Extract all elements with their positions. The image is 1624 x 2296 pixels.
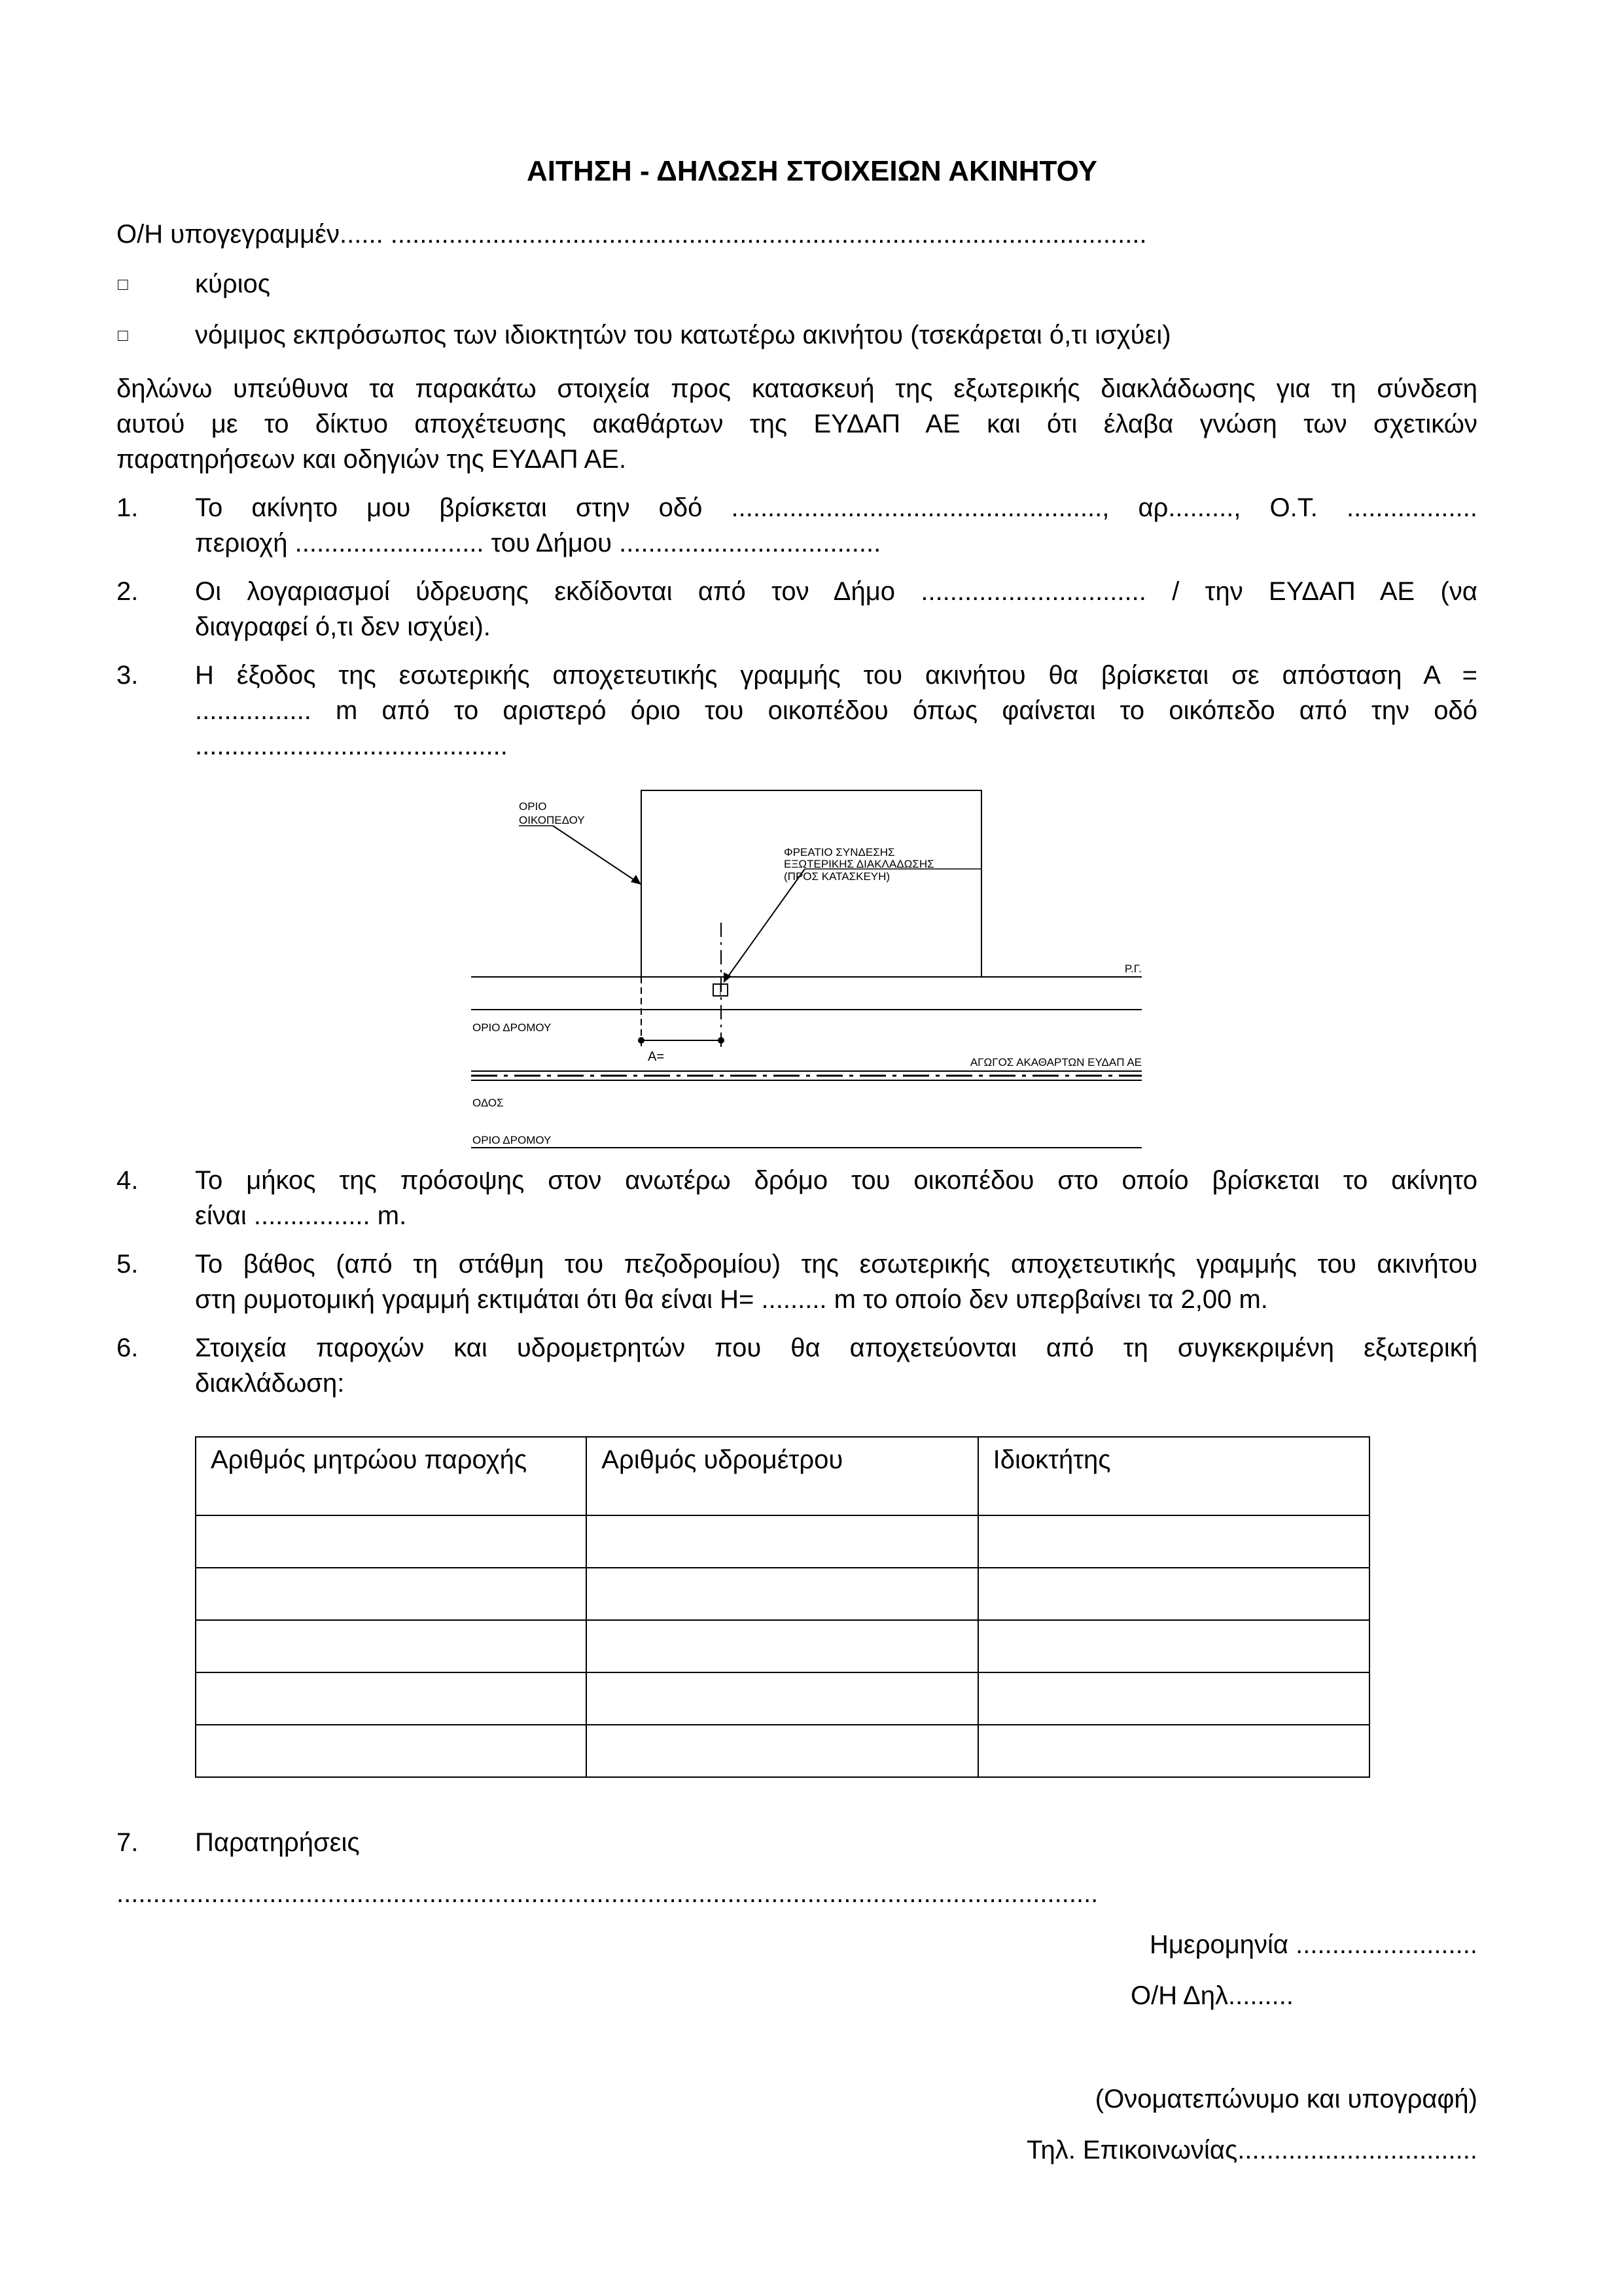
plot-limit-label-1: ΟΡΙΟ xyxy=(519,800,547,813)
road-limit-top-label: ΟΡΙΟ ΔΡΟΜΟΥ xyxy=(472,1021,552,1034)
table-cell[interactable] xyxy=(196,1568,586,1620)
distance-a-label: Α= xyxy=(648,1050,665,1064)
header-registry-number: Αριθμός μητρώου παροχής xyxy=(196,1437,586,1515)
header-owner: Ιδιοκτήτης xyxy=(978,1437,1369,1515)
table-cell[interactable] xyxy=(586,1620,978,1672)
item-4-line-1: Το μήκος της πρόσοψης στον ανωτέρω δρόμο του οικοπέδου στο οποίο βρίσκεται το ακίνητο xyxy=(195,1166,1477,1195)
phone-line[interactable]: Τηλ. Επικοινωνίας................................. xyxy=(1026,2136,1477,2164)
item-5-line-2: στη ρυμοτομική γραμμή εκτιμάται ότι θα είναι Η= ......... m το οποίο δεν υπερβαίνει τα 2,00 m. xyxy=(195,1285,1268,1314)
signed-line: Ο/Η υπογεγραμμέν...... ........................................................................................................ xyxy=(116,220,1147,249)
item-1-line-2: περιοχή .......................... του Δήμου .................................... xyxy=(195,529,881,557)
item-number: 4. xyxy=(116,1166,139,1195)
table-cell[interactable] xyxy=(978,1568,1369,1620)
item-4-line-2: είναι ................ m. xyxy=(195,1201,407,1230)
item-3-line-1: Η έξοδος της εσωτερικής αποχετευτικής γραμμής του ακινήτου θα βρίσκεται σε απόσταση Α = xyxy=(195,661,1477,690)
item-5-line-1: Το βάθος (από τη στάθμη του πεζοδρομίου) της εσωτερικής αποχετευτικής γραμμής του ακινήτου xyxy=(195,1250,1477,1279)
table-cell[interactable] xyxy=(978,1515,1369,1568)
table-cell[interactable] xyxy=(196,1672,586,1725)
item-number: 1. xyxy=(116,493,139,522)
remarks-field[interactable]: ....................................................................................................................................... xyxy=(116,1879,1099,1908)
table-cell[interactable] xyxy=(586,1515,978,1568)
road-label: ΟΔΟΣ xyxy=(472,1097,504,1109)
plot-limit-label-2: ΟΙΚΟΠΕΔΟΥ xyxy=(519,814,585,826)
sewer-label: ΑΓΩΓΟΣ ΑΚΑΘΑΡΤΩΝ ΕΥΔΑΠ ΑΕ xyxy=(970,1056,1142,1069)
table-cell[interactable] xyxy=(978,1725,1369,1777)
item-6-line-1: Στοιχεία παροχών και υδρομετρητών που θα αποχετεύονται από τη συγκεκριμένη εξωτερική xyxy=(195,1333,1477,1362)
table-cell[interactable] xyxy=(196,1515,586,1568)
item-3-line-2: ................ m από το αριστερό όριο του οικοπέδου όπως φαίνεται το οικόπεδο από την οδό xyxy=(195,696,1477,725)
declaration-line-3: παρατηρήσεων και οδηγιών της ΕΥΔΑΠ ΑΕ. xyxy=(116,445,627,474)
table-row xyxy=(196,1620,1369,1672)
item-2-line-1: Οι λογαριασμοί ύδρευσης εκδίδονται από τον Δήμο ............................... / την ΕΥΔΑΠ ΑΕ (να xyxy=(195,577,1477,606)
plot-diagram xyxy=(458,772,1152,1152)
table-cell[interactable] xyxy=(196,1725,586,1777)
option-representative-label: νόμιμος εκπρόσωπος των ιδιοκτητών του κατωτέρω ακινήτου (τσεκάρεται ό,τι ισχύει) xyxy=(195,321,1171,349)
table-row xyxy=(196,1672,1369,1725)
item-6-line-2: διακλάδωση: xyxy=(195,1369,345,1398)
declaration-line-2: αυτού με το δίκτυο αποχέτευσης ακαθάρτων της ΕΥΔΑΠ ΑΕ και ότι έλαβα γνώση των σχετικών xyxy=(116,410,1477,438)
item-number: 6. xyxy=(116,1333,139,1362)
checkbox-representative[interactable]: □ xyxy=(118,325,128,345)
checkbox-owner[interactable]: □ xyxy=(118,274,128,294)
option-owner-label: κύριος xyxy=(195,270,271,298)
signature-note: (Ονοματεπώνυμο και υπογραφή) xyxy=(1095,2085,1477,2113)
building-line-label: Ρ.Γ. xyxy=(1124,963,1142,975)
table-row xyxy=(196,1725,1369,1777)
date-line[interactable]: Ημερομηνία ......................... xyxy=(1149,1930,1477,1959)
table-cell[interactable] xyxy=(586,1672,978,1725)
manhole-label-1: ΦΡΕΑΤΙΟ ΣΥΝΔΕΣΗΣ xyxy=(784,846,895,858)
declarant-line[interactable]: Ο/Η Δηλ......... xyxy=(1131,1981,1294,2010)
road-limit-bottom-label: ΟΡΙΟ ΔΡΟΜΟΥ xyxy=(472,1134,552,1146)
table-cell[interactable] xyxy=(978,1620,1369,1672)
item-2-line-2: διαγραφεί ό,τι δεν ισχύει). xyxy=(195,612,491,641)
table-cell[interactable] xyxy=(586,1725,978,1777)
manhole-label-2: ΕΞΩΤΕΡΙΚΗΣ ΔΙΑΚΛΑΔΩΣΗΣ xyxy=(784,858,934,870)
table-header-row xyxy=(196,1437,1369,1515)
item-3-line-3: ........................................... xyxy=(195,732,508,760)
manhole-label-3: (ΠΡΟΣ ΚΑΤΑΣΚΕΥΗ) xyxy=(784,870,891,883)
building-outline xyxy=(641,790,981,977)
item-7-label: Παρατηρήσεις xyxy=(195,1828,360,1857)
table-cell[interactable] xyxy=(586,1568,978,1620)
header-meter-number: Αριθμός υδρομέτρου xyxy=(586,1437,978,1515)
table-row xyxy=(196,1515,1369,1568)
item-number: 7. xyxy=(116,1828,139,1857)
table-cell[interactable] xyxy=(978,1672,1369,1725)
item-number: 3. xyxy=(116,661,139,690)
table-cell[interactable] xyxy=(196,1620,586,1672)
meters-table xyxy=(195,1436,1370,1778)
item-number: 2. xyxy=(116,577,139,606)
table-row xyxy=(196,1568,1369,1620)
declaration-line-1: δηλώνω υπεύθυνα τα παρακάτω στοιχεία προς κατασκευή της εξωτερικής διακλάδωσης για τη σύνδεση xyxy=(116,374,1477,403)
item-number: 5. xyxy=(116,1250,139,1279)
item-1-line-1: Το ακίνητο μου βρίσκεται στην οδό ..................................................., αρ........., Ο.Τ. .................. xyxy=(195,493,1477,522)
page-title: ΑΙΤΗΣΗ - ΔΗΛΩΣΗ ΣΤΟΙΧΕΙΩΝ ΑΚΙΝΗΤΟΥ xyxy=(527,155,1097,187)
